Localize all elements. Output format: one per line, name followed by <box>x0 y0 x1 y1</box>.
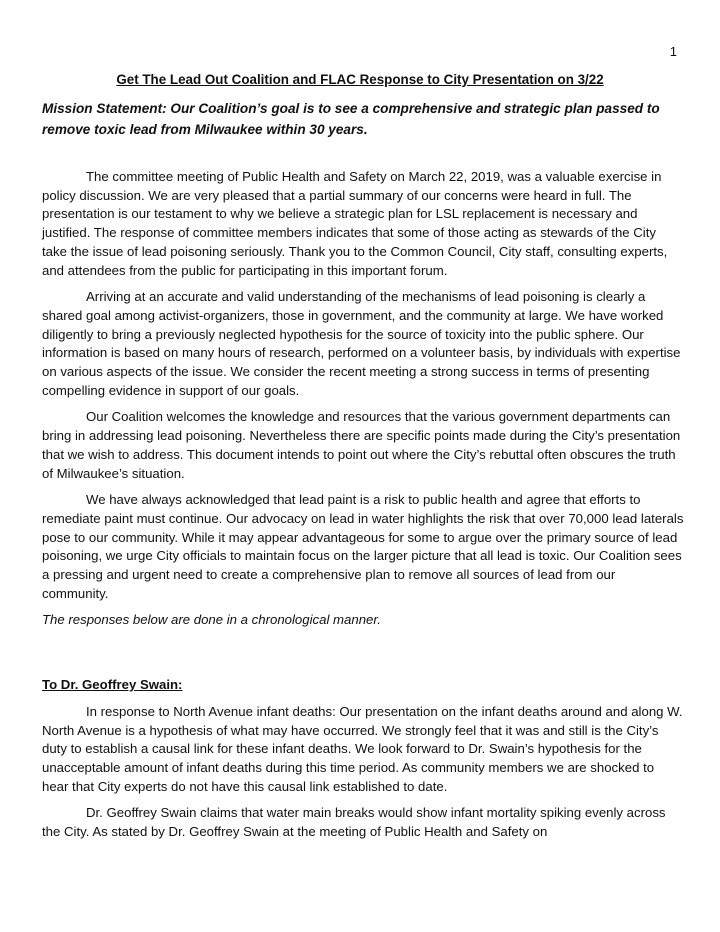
page-number: 1 <box>669 44 677 59</box>
document-body <box>42 168 684 850</box>
section-heading-swain: To Dr. Geoffrey Swain: <box>42 677 183 693</box>
intro-paragraph-4: We have always acknowledged that lead paint is a risk to public health and agree that efforts to remediate paint must continue. Our advocacy on lead in water highlights the risk that over 70,000 lead laterals pose to our community. While it may appear advantageous for some to argue over the primary source of lead poisoning, we urge City officials to maintain focus on the larger picture that all lead is toxic. Our Coalition sees a pressing and urgent need to create a comprehensive plan to remove all sources of lead from our community. <box>42 492 684 601</box>
swain-paragraph-2: Dr. Geoffrey Swain claims that water main breaks would show infant mortality spiking evenly across the City. As stated by Dr. Geoffrey Swain at the meeting of Public Health and Safety on <box>42 805 666 840</box>
intro-paragraph-3: Our Coalition welcomes the knowledge and resources that the various government departments can bring in addressing lead poisoning. Nevertheless there are specific points made during the City’s presentation that we wish to address. This document intends to point out where the City’s rebuttal often obscures the truth of Milwaukee’s situation. <box>42 409 681 481</box>
intro-paragraph-2: Arriving at an accurate and valid understanding of the mechanisms of lead poisoning is clearly a shared goal among activist-organizers, those in government, and the community at large. We have worked diligently to bring a previously neglected hypothesis for the source of toxicity into the public sphere. Our information is based on many hours of research, performed on a volunteer basis, by individuals with expertise on various aspects of the issue. We consider the recent meeting a strong success in terms of presenting compelling evidence in support of our goals. <box>42 289 681 398</box>
chronology-note: The responses below are done in a chronological manner. <box>42 612 381 628</box>
mission-statement: Mission Statement: Our Coalition’s goal is to see a comprehensive and strategic plan passed to remove toxic lead from Milwaukee within 30 years. <box>42 101 660 137</box>
document-title: Get The Lead Out Coalition and FLAC Response to City Presentation on 3/22 <box>116 72 604 87</box>
swain-paragraph-1: In response to North Avenue infant deaths: Our presentation on the infant deaths around and along W. North Avenue is a hypothesis of what may have occurred. We strongly feel that it was and still is the City’s duty to establish a causal link for these infant deaths. We look forward to Dr. Swain’s hypothesis for the unacceptable amount of infant deaths during this time period. As community members we are shocked to hear that City experts do not have this causal link established to date. <box>42 703 683 794</box>
intro-paragraph-1: The committee meeting of Public Health and Safety on March 22, 2019, was a valuable exercise in policy discussion. We are very pleased that a partial summary of our concerns were heard in full. The presentation is our testament to why we believe a strategic plan for LSL replacement is necessary and justified. The response of committee members indicates that some of those acting as stewards of the City take the issue of lead poisoning seriously. Thank you to the Common Council, City staff, consulting experts, and attendees from the public for participating in this important forum. <box>42 169 668 278</box>
